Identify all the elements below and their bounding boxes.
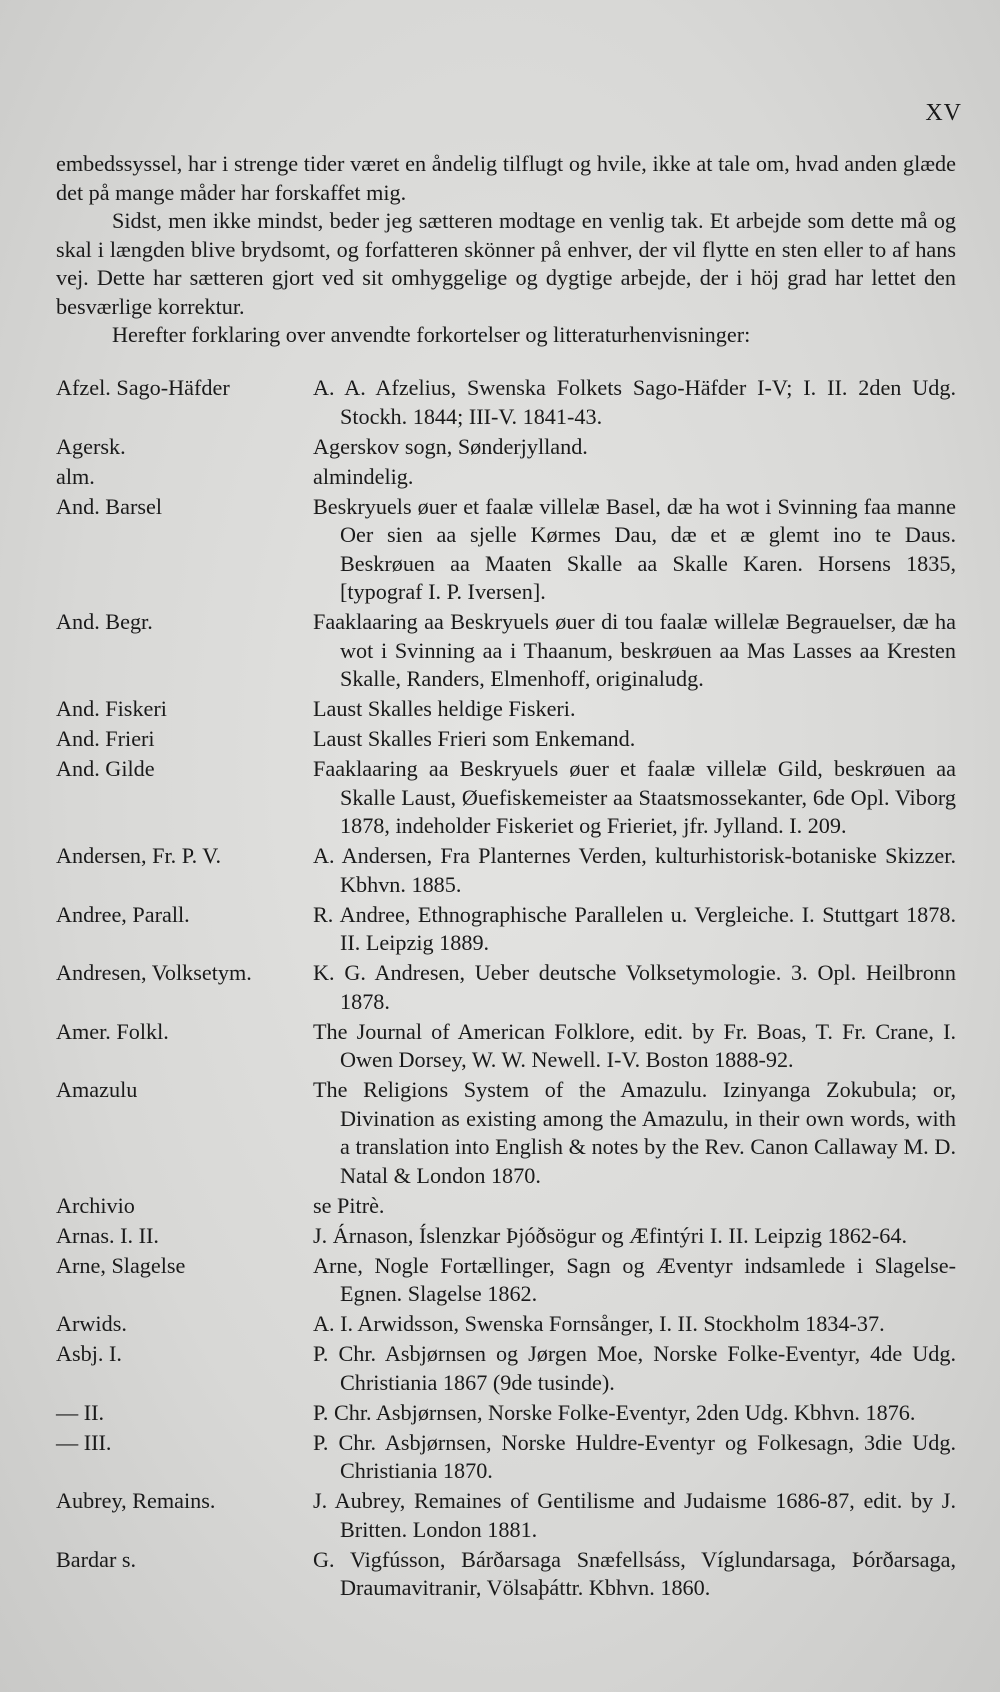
preface-text [56,150,956,350]
abbreviation-term: And. Barsel [56,493,162,519]
abbreviation-reference: The Religions System of the Amazulu. Izinyanga Zokubula; or, Divination as existing among the Amazulu, in their own words, with a translation into English & notes by the Rev. Canon Callaway M. D. Natal & London 1870. [313,1077,956,1188]
abbreviation-entry [56,755,956,841]
abbreviation-reference: Beskryuels øuer et faalæ villelæ Basel, dæ ha wot i Svinning faa manne Oer sien aa sjelle Kørmes Dau, dæ et æ glemt ino te Daus. Beskrøuen aa Maaten Skalle aa Skalle Karen. Horsens 1835, [typograf I. P. Iversen]. [313,493,956,604]
abbreviation-term: Arwids. [56,1311,127,1336]
abbreviation-entry [56,433,956,462]
abbreviation-term: alm. [56,463,95,489]
abbreviation-term: Archivio [56,1192,135,1218]
abbreviation-term: Aubrey, Remains. [56,1488,216,1513]
abbreviation-reference: P. Chr. Asbjørnsen og Jørgen Moe, Norske Folke-Eventyr, 4de Udg. Christiania 1867 (9de tusinde). [313,1341,956,1395]
abbreviation-entry [56,1252,956,1309]
abbreviation-entry [56,725,956,754]
abbreviation-term: Andresen, Volksetym. [56,960,252,985]
abbreviation-entry [56,1222,956,1251]
abbreviation-reference: almindelig. [313,463,414,489]
preface-paragraph-2: Sidst, men ikke mindst, beder jeg sætteren modtage en venlig tak. Et arbejde som dette må og skal i længden blive brydsomt, og forfatteren skönner på enhver, der vil flytte en sten eller to af hans vej. Dette har sætteren gjort ved sit omhyggelige og dygtige arbejde, der i höj grad har lettet den besværlige korrektur. [56,208,956,319]
abbreviation-reference: A. I. Arwidsson, Swenska Fornsånger, I. II. Stockholm 1834-37. [313,1311,885,1336]
abbreviation-entry [56,1399,956,1428]
abbreviation-term: — II. [56,1399,105,1425]
abbreviation-entry [56,959,956,1016]
abbreviation-term: Afzel. Sago-Häfder [56,375,230,400]
abbreviation-term: Andree, Parall. [56,901,190,927]
abbreviation-list [56,374,956,1604]
abbreviation-term: Bardar s. [56,1546,137,1572]
abbreviation-reference: P. Chr. Asbjørnsen, Norske Huldre-Eventyr og Folkesagn, 3die Udg. Christiania 1870. [313,1429,956,1483]
abbreviation-term: Agersk. [56,433,126,459]
abbreviation-reference: J. Árnason, Íslenzkar Þjóðsögur og Æfintýri I. II. Leipzig 1862-64. [313,1222,908,1248]
abbreviation-term: And. Frieri [56,726,155,751]
abbreviation-entry [56,695,956,724]
abbreviation-entry [56,1340,956,1397]
abbreviation-reference: The Journal of American Folklore, edit. by Fr. Boas, T. Fr. Crane, I. Owen Dorsey, W. W. Newell. I-V. Boston 1888-92. [313,1018,956,1072]
abbreviation-reference: Arne, Nogle Fortællinger, Sagn og Æventyr indsamlede i Slagelse-Egnen. Slagelse 1862. [313,1252,956,1306]
abbreviation-term: Andersen, Fr. P. V. [56,843,221,868]
page-number: XV [925,100,962,126]
preface-paragraph-1: embedssyssel, har i strenge tider været en åndelig tilflugt og hvile, ikke at tale om, hvad anden glæde det på mange måder har forskaffet mig. [56,151,956,205]
abbreviation-entry [56,1546,956,1603]
abbreviation-entry [56,1487,956,1544]
abbreviation-entry [56,1192,956,1221]
abbreviation-term: Asbj. I. [56,1341,122,1366]
abbreviation-reference: Laust Skalles Frieri som Enkemand. [313,726,636,751]
abbreviation-entry [56,1018,956,1075]
abbreviation-entry [56,608,956,694]
abbreviation-reference: R. Andree, Ethnographische Parallelen u. Vergleiche. I. Stuttgart 1878. II. Leipzig 1889. [313,901,956,955]
abbreviation-entry [56,901,956,958]
abbreviation-entry [56,842,956,899]
abbreviation-entry [56,1076,956,1190]
abbreviation-term: And. Begr. [56,609,153,634]
abbreviation-term: And. Fiskeri [56,696,167,721]
abbreviation-term: And. Gilde [56,756,155,781]
abbreviation-reference: se Pitrè. [313,1192,385,1218]
abbreviation-reference: A. A. Afzelius, Swenska Folkets Sago-Häfder I-V; I. II. 2den Udg. Stockh. 1844; III-V. 1841-43. [313,375,956,429]
abbreviation-term: — III. [56,1429,112,1455]
abbreviation-term: Amer. Folkl. [56,1018,169,1044]
abbreviation-reference: K. G. Andresen, Ueber deutsche Volksetymologie. 3. Opl. Heilbronn 1878. [313,960,956,1014]
abbreviation-entry [56,1310,956,1339]
abbreviation-reference: G. Vigfússon, Bárðarsaga Snæfellsáss, Víglundarsaga, Þórðarsaga, Draumavitranir, Völsaþáttr. Kbhvn. 1860. [313,1546,956,1600]
abbreviation-term: Arne, Slagelse [56,1252,186,1278]
abbreviation-term: Arnas. I. II. [56,1222,159,1248]
abbreviation-entry [56,493,956,607]
abbreviation-intro: Herefter forklaring over anvendte forkortelser og litteraturhenvisninger: [112,322,751,347]
abbreviation-entry [56,1429,956,1486]
abbreviation-entry [56,374,956,431]
abbreviation-reference: Agerskov sogn, Sønderjylland. [313,433,588,459]
abbreviation-term: Amazulu [56,1077,138,1102]
abbreviation-reference: Laust Skalles heldige Fiskeri. [313,696,576,721]
abbreviation-reference: P. Chr. Asbjørnsen, Norske Folke-Eventyr, 2den Udg. Kbhvn. 1876. [313,1399,916,1425]
abbreviation-reference: A. Andersen, Fra Planternes Verden, kulturhistorisk-botaniske Skizzer. Kbhvn. 1885. [313,843,956,897]
abbreviation-reference: Faaklaaring aa Beskryuels øuer et faalæ villelæ Gild, beskrøuen aa Skalle Laust, Øuefiskemeister aa Staatsmossekanter, 6de Opl. Viborg 1878, indeholder Fiskeriet og Frieriet, jfr. Jylland. I. 209. [313,756,956,838]
abbreviation-reference: J. Aubrey, Remaines of Gentilisme and Judaisme 1686-87, edit. by J. Britten. London 1881. [313,1488,956,1542]
abbreviation-reference: Faaklaaring aa Beskryuels øuer di tou faalæ willelæ Begrauelser, dæ ha wot i Svinning aa i Thaanum, beskrøuen aa Mas Lasses aa Kresten Skalle, Randers, Elmenhoff, originaludg. [313,609,956,691]
abbreviation-entry [56,463,956,492]
